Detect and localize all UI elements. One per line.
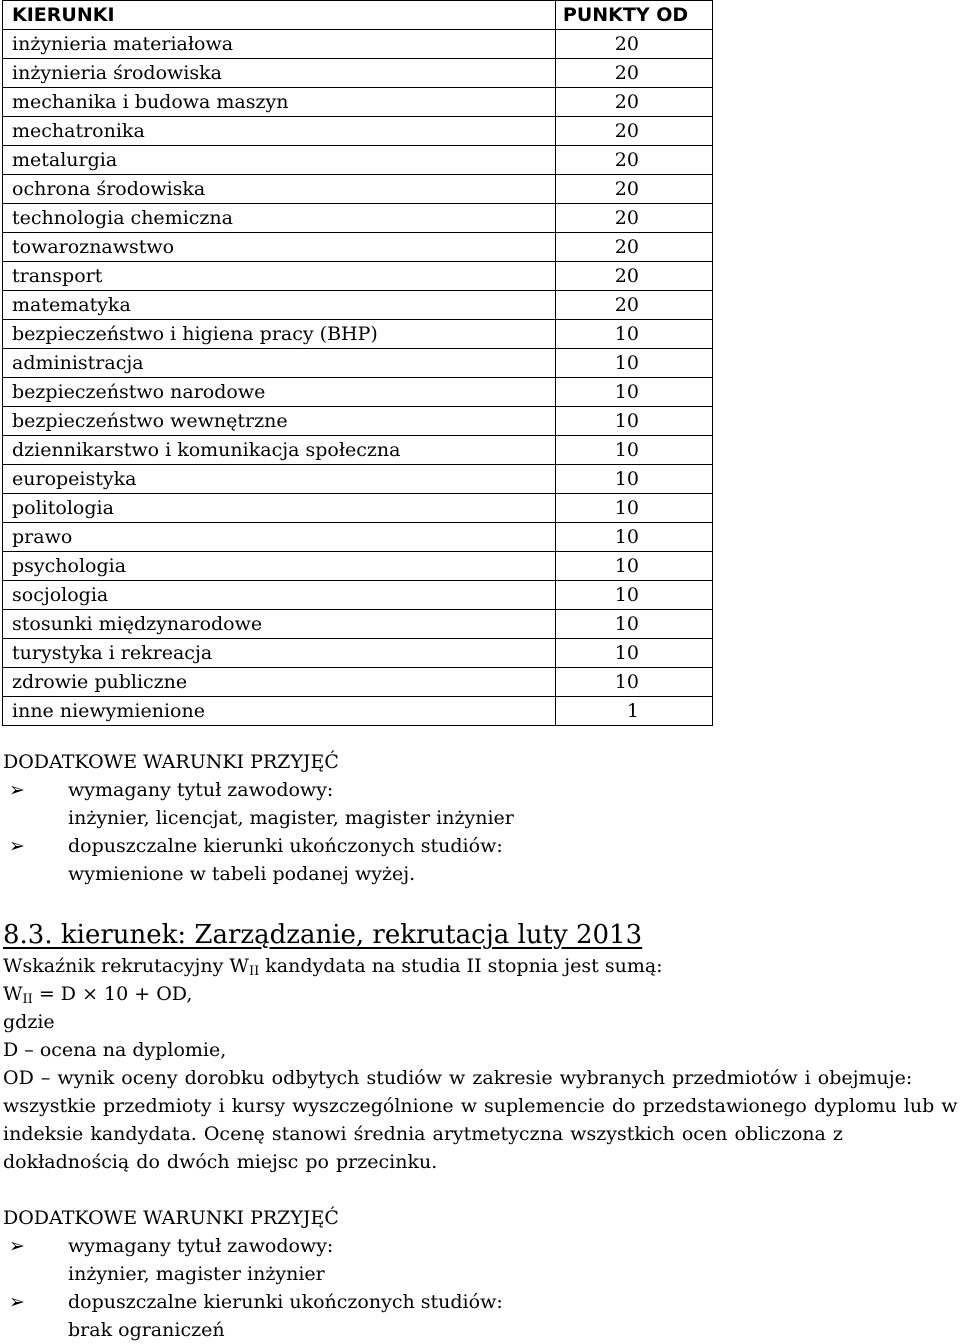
bullet-value: inżynier, magister inżynier xyxy=(68,1263,325,1285)
table-row xyxy=(3,88,713,117)
table-row xyxy=(3,436,713,465)
punkty-cell xyxy=(555,233,712,262)
punkty-value: 20 xyxy=(614,120,639,142)
punkty-cell xyxy=(555,175,712,204)
table-row xyxy=(3,320,713,349)
kierunek-name: stosunki międzynarodowe xyxy=(3,610,556,639)
header-punkty-od-label: PUNKTY OD xyxy=(562,4,689,26)
punkty-value: 10 xyxy=(614,468,639,490)
punkty-cell xyxy=(555,262,712,291)
formula-subscript: II xyxy=(22,992,33,1007)
punkty-cell xyxy=(555,407,712,436)
table-header-row xyxy=(3,1,713,30)
punkty-value: 20 xyxy=(614,62,639,84)
arrow-bullet-icon: ➢ xyxy=(9,835,25,857)
kierunek-name: transport xyxy=(3,262,556,291)
index-text-b: kandydata na studia II stopnia jest sumą: xyxy=(259,955,663,977)
kierunek-name: prawo xyxy=(3,523,556,552)
punkty-value: 20 xyxy=(614,207,639,229)
punkty-cell xyxy=(555,88,712,117)
kierunek-name: administracja xyxy=(3,349,556,378)
punkty-cell xyxy=(555,610,712,639)
punkty-cell xyxy=(555,581,712,610)
kierunek-name: inżynieria materiałowa xyxy=(3,30,556,59)
table-row xyxy=(3,59,713,88)
od-definition: OD – wynik oceny dorobku odbytych studiów w zakresie wybranych przedmiotów i obejmuje: wszystkie przedmioty i kursy wyszczególnione w suplemencie do przedstawionego dyplomu lub w indeksie kandydata. Ocenę stanowi średnia arytmetyczna wszystkich ocen obliczona z dokładnością do dwóch miejsc po przecinku. xyxy=(3,1067,958,1173)
table-row xyxy=(3,639,713,668)
kierunek-name: bezpieczeństwo wewnętrzne xyxy=(3,407,556,436)
punkty-cell xyxy=(555,465,712,494)
bullet-allowed-fields xyxy=(3,832,958,860)
bullet-required-title xyxy=(3,776,958,804)
bullet-label: wymagany tytuł zawodowy: xyxy=(68,779,334,801)
table-row xyxy=(3,378,713,407)
punkty-cell xyxy=(555,320,712,349)
gdzie-label: gdzie xyxy=(3,1011,55,1033)
punkty-cell xyxy=(555,697,712,726)
kierunek-name: technologia chemiczna xyxy=(3,204,556,233)
kierunek-name: politologia xyxy=(3,494,556,523)
arrow-bullet-icon: ➢ xyxy=(9,1291,25,1313)
table-row xyxy=(3,117,713,146)
punkty-value: 10 xyxy=(614,439,639,461)
kierunek-name: towaroznawstwo xyxy=(3,233,556,262)
arrow-bullet-icon: ➢ xyxy=(9,779,25,801)
punkty-value: 10 xyxy=(614,671,639,693)
kierunek-name: socjologia xyxy=(3,581,556,610)
punkty-value: 10 xyxy=(614,497,639,519)
kierunek-name: zdrowie publiczne xyxy=(3,668,556,697)
conditions-block-1 xyxy=(3,748,958,888)
kierunek-name: dziennikarstwo i komunikacja społeczna xyxy=(3,436,556,465)
punkty-cell xyxy=(555,30,712,59)
kierunek-name: metalurgia xyxy=(3,146,556,175)
kierunek-name: psychologia xyxy=(3,552,556,581)
punkty-value: 20 xyxy=(614,178,639,200)
kierunek-name: mechanika i budowa maszyn xyxy=(3,88,556,117)
punkty-value: 10 xyxy=(614,642,639,664)
table-row xyxy=(3,523,713,552)
formula-rest: = D × 10 + OD, xyxy=(32,983,193,1005)
table-row xyxy=(3,494,713,523)
table-row xyxy=(3,465,713,494)
bullet-value: wymienione w tabeli podanej wyżej. xyxy=(68,863,416,885)
punkty-value: 1 xyxy=(626,700,639,722)
bullet-label: dopuszczalne kierunki ukończonych studiów: xyxy=(68,835,503,857)
punkty-value: 10 xyxy=(614,410,639,432)
table-row xyxy=(3,668,713,697)
kierunek-name: inżynieria środowiska xyxy=(3,59,556,88)
bullet-required-title xyxy=(3,1232,958,1260)
punkty-value: 10 xyxy=(614,352,639,374)
bullet-allowed-fields xyxy=(3,1288,958,1316)
table-row xyxy=(3,407,713,436)
kierunek-name: ochrona środowiska xyxy=(3,175,556,204)
punkty-cell xyxy=(555,291,712,320)
index-text-a: Wskaźnik rekrutacyjny W xyxy=(3,955,249,977)
punkty-value: 20 xyxy=(614,149,639,171)
punkty-value: 10 xyxy=(614,555,639,577)
kierunek-name: matematyka xyxy=(3,291,556,320)
punkty-cell xyxy=(555,378,712,407)
table-row xyxy=(3,291,713,320)
punkty-value: 10 xyxy=(614,323,639,345)
table-row xyxy=(3,146,713,175)
punkty-cell xyxy=(555,117,712,146)
conditions-title: DODATKOWE WARUNKI PRZYJĘĆ xyxy=(3,1207,339,1229)
table-row xyxy=(3,610,713,639)
index-subscript: II xyxy=(248,964,260,979)
table-row xyxy=(3,175,713,204)
kierunek-name: inne niewymienione xyxy=(3,697,556,726)
table-row xyxy=(3,262,713,291)
punkty-value: 20 xyxy=(614,265,639,287)
bullet-value: brak ograniczeń xyxy=(68,1319,225,1341)
conditions-title: DODATKOWE WARUNKI PRZYJĘĆ xyxy=(3,751,339,773)
punkty-value: 20 xyxy=(614,236,639,258)
formula xyxy=(3,980,958,1008)
punkty-cell xyxy=(555,552,712,581)
bullet-label: dopuszczalne kierunki ukończonych studiów: xyxy=(68,1291,503,1313)
punkty-value: 20 xyxy=(614,294,639,316)
punkty-cell xyxy=(555,494,712,523)
table-row xyxy=(3,30,713,59)
table-row xyxy=(3,697,713,726)
header-punkty-od xyxy=(555,1,712,30)
bullet-label: wymagany tytuł zawodowy: xyxy=(68,1235,334,1257)
bullet-value: inżynier, licencjat, magister, magister inżynier xyxy=(68,807,514,829)
punkty-cell xyxy=(555,436,712,465)
d-definition: D – ocena na dyplomie, xyxy=(3,1039,227,1061)
index-definition xyxy=(3,952,958,980)
punkty-value: 10 xyxy=(614,381,639,403)
punkty-value: 10 xyxy=(614,613,639,635)
kierunek-name: europeistyka xyxy=(3,465,556,494)
punkty-value: 20 xyxy=(614,91,639,113)
table-row xyxy=(3,581,713,610)
punkty-cell xyxy=(555,204,712,233)
punkty-cell xyxy=(555,668,712,697)
punkty-cell xyxy=(555,59,712,88)
section-8-3 xyxy=(3,918,958,1176)
punkty-cell xyxy=(555,146,712,175)
punkty-cell xyxy=(555,523,712,552)
table-row xyxy=(3,552,713,581)
formula-w: W xyxy=(3,983,23,1005)
punkty-cell xyxy=(555,639,712,668)
header-kierunki: KIERUNKI xyxy=(3,1,556,30)
punkty-value: 10 xyxy=(614,584,639,606)
section-heading: 8.3. kierunek: Zarządzanie, rekrutacja luty 2013 xyxy=(3,920,643,950)
punkty-value: 10 xyxy=(614,526,639,548)
kierunek-name: turystyka i rekreacja xyxy=(3,639,556,668)
conditions-block-2 xyxy=(3,1204,958,1344)
table-row xyxy=(3,349,713,378)
arrow-bullet-icon: ➢ xyxy=(9,1235,25,1257)
kierunki-table xyxy=(2,0,713,726)
table-row xyxy=(3,233,713,262)
table-row xyxy=(3,204,713,233)
kierunek-name: bezpieczeństwo i higiena pracy (BHP) xyxy=(3,320,556,349)
kierunek-name: mechatronika xyxy=(3,117,556,146)
punkty-cell xyxy=(555,349,712,378)
kierunek-name: bezpieczeństwo narodowe xyxy=(3,378,556,407)
punkty-value: 20 xyxy=(614,33,639,55)
